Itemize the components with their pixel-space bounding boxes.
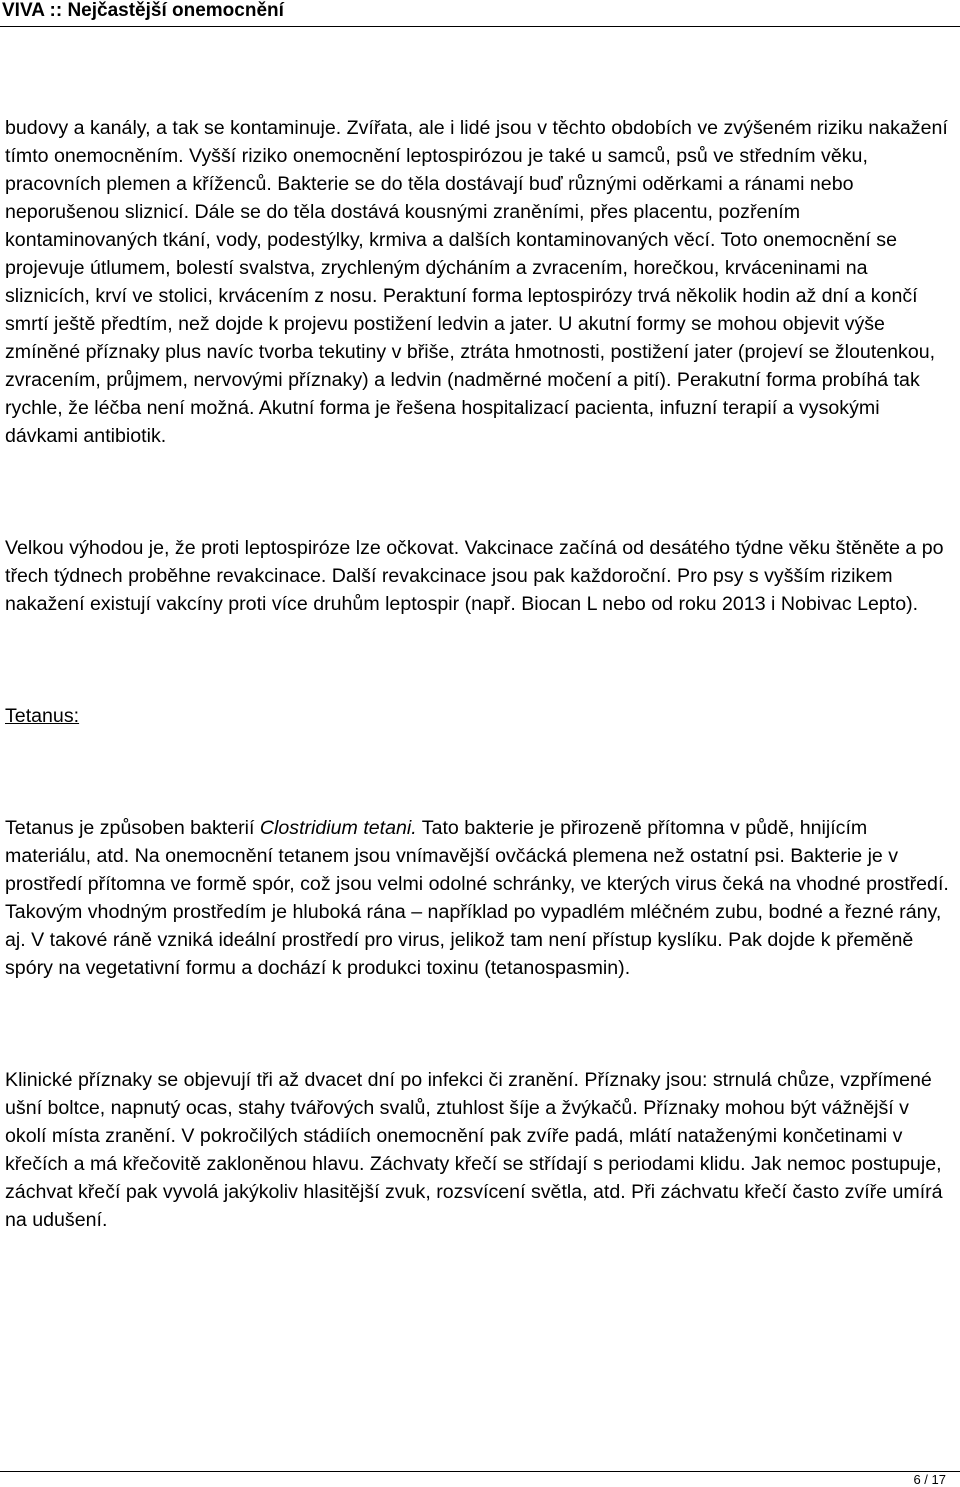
page-number: 6 / 17: [913, 1472, 946, 1487]
section-heading-tetanus: Tetanus:: [5, 705, 80, 727]
page-header: [0, 0, 960, 27]
text-run: Tetanus je způsoben bakterií: [5, 817, 260, 839]
text-run: Tato bakterie je přirozeně přítomna v půdě, hnijícím materiálu, atd. Na onemocnění tetanem jsou vnímavější ovčácká plemena než ostatní psi. Bakterie je v prostředí přítomna ve formě spór, což jsou velmi odolné schránky, ve kterých virus čeká na vhodné prostředí. Takovým vhodným prostředím je hluboká rána – například po vypadlém mléčném zubu, bodné a řezné rány, aj. V takové ráně vzniká ideální prostředí pro virus, jelikož tam není přístup kyslíku. Pak dojde k přeměně spóry na vegetativní formu a dochází k produkci toxinu (tetanospasmin).: [5, 817, 949, 979]
species-name: Clostridium tetani.: [259, 817, 417, 839]
paragraph-spacer: [5, 730, 955, 814]
paragraph-spacer: [5, 450, 955, 534]
footer-divider: [0, 1471, 960, 1472]
paragraph-leptospirosis-symptoms: budovy a kanály, a tak se kontaminuje. Zvířata, ale i lidé jsou v těchto obdobích ve zvýšeném riziku nakažení tímto onemocněním. Vyšší riziko onemocnění leptospirózou je také u samců, psů ve středním věku, pracovních plemen a kříženců. Bakterie se do těla dostávají buď různými oděrkami a ránami nebo neporušenou sliznicí. Dále se do těla dostává kousnými zraněními, přes placentu, pozřením kontaminovaných tkání, vody, podestýlky, krmiva a dalších kontaminovaných věcí. Toto onemocnění se projevuje útlumem, bolestí svalstva, zrychleným dýcháním a zvracením, horečkou, krváceninami na sliznicích, krví ve stolici, krvácením z nosu. Peraktuní forma leptospirózy trvá několik hodin až dní a končí smrtí ještě předtím, než dojde k projevu postižení ledvin a jater. U akutní formy se mohou objevit výše zmíněné příznaky plus navíc tvorba tekutiny v břiše, ztráta hmotnosti, postižení jater (projeví se žloutenkou, zvracením, průjmem, nervovými příznaky) a ledvin (nadměrné močení a pití). Perakutní forma probíhá tak rychle, že léčba není možná. Akutní forma je řešena hospitalizací pacienta, infuzní terapií a vysokými dávkami antibiotik.: [5, 117, 948, 447]
paragraph-spacer: [5, 982, 955, 1066]
paragraph-tetanus-cause: [5, 814, 955, 982]
document-title: VIVA :: Nejčastější onemocnění: [2, 0, 284, 21]
paragraph-tetanus-symptoms: Klinické příznaky se objevují tři až dvacet dní po infekci či zranění. Příznaky jsou: strnulá chůze, vzpřímené ušní boltce, napnutý ocas, stahy tvářových svalů, ztuhlost šíje a žvýkačů. Příznaky mohou být vážnější v okolí místa zranění. V pokročilých stádiích onemocnění pak zvíře padá, mlátí nataženými končetinami v křečích a má křečovitě zakloněnou hlavu. Záchvaty křečí se střídají s periodami klidu. Jak nemoc postupuje, záchvat křečí pak vyvolá jakýkoliv hlasitější zvuk, rozsvícení světla, atd. Při záchvatu křečí často zvíře umírá na udušení.: [5, 1069, 943, 1231]
paragraph-vaccination: Velkou výhodou je, že proti leptospiróze lze očkovat. Vakcinace začíná od desátého týdne věku štěněte a po třech týdnech proběhne revakcinace. Další revakcinace jsou pak každoroční. Pro psy s vyšším rizikem nakažení existují vakcíny proti více druhům leptospir (např. Biocan L nebo od roku 2013 i Nobivac Lepto).: [5, 537, 944, 615]
paragraph-spacer: [5, 618, 955, 702]
document-body: [5, 114, 955, 1234]
